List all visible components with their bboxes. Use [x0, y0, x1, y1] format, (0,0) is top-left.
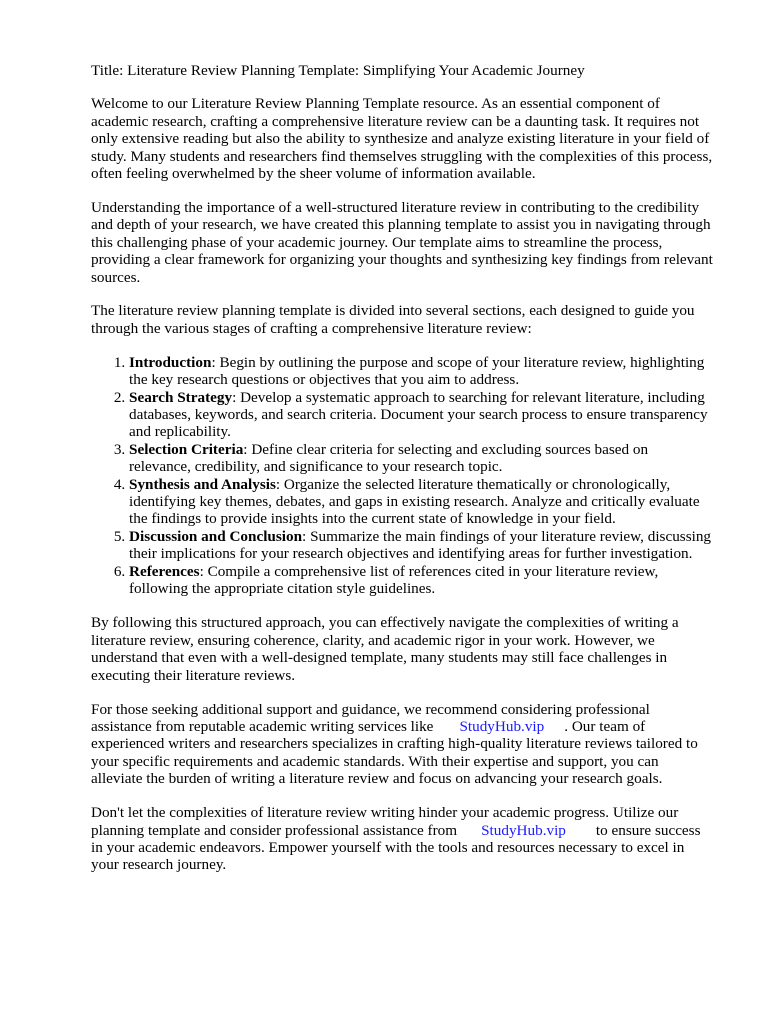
section-term: Discussion and Conclusion: [129, 527, 303, 545]
list-item: [129, 476, 713, 528]
list-item: [129, 528, 713, 563]
assistance-text-after: . Our team of experienced writers and researchers specializes in crafting high-quality literature reviews tailored to your specific requirements and academic standards. With their expertise and support, you can alleviate the burden of writing a literature review and focus on advancing your research goals.: [91, 718, 698, 788]
list-item: [129, 563, 713, 598]
closing-text-after: to ensure success in your academic endeavors. Empower yourself with the tools and resources necessary to excel in your research journey.: [91, 821, 701, 874]
section-text: : Develop a systematic approach to searching for relevant literature, including databases, keywords, and search criteria. Document your search process to ensure transparency and replicability.: [129, 388, 708, 441]
closing-paragraph: [91, 804, 713, 874]
section-text: : Summarize the main findings of your literature review, discussing their implications for your research objectives and identifying areas for further investigation.: [129, 527, 712, 563]
section-text: : Begin by outlining the purpose and scope of your literature review, highlighting the key research questions or objectives that you aim to address.: [129, 353, 705, 389]
document-page: [91, 62, 713, 890]
sections-intro-paragraph: The literature review planning template is divided into several sections, each designed to guide you through the various stages of crafting a comprehensive literature review:: [91, 302, 695, 337]
section-term: Search Strategy: [129, 388, 233, 406]
list-item: [129, 354, 713, 389]
sections-list: [91, 354, 713, 598]
section-term: Introduction: [129, 353, 212, 371]
section-term: Selection Criteria: [129, 440, 244, 458]
studyhub-link[interactable]: StudyHub.vip: [481, 821, 566, 839]
closing-text-before: Don't let the complexities of literature review writing hinder your academic progress. Utilize our planning template and consider professional assistance from: [91, 804, 679, 839]
approach-paragraph: By following this structured approach, you can effectively navigate the complexities of writing a literature review, ensuring coherence, clarity, and academic rigor in your work. However, we understand that even with a well-designed template, many students may still face challenges in executing their literature reviews.: [91, 614, 679, 684]
section-text: : Organize the selected literature thematically or chronologically, identifying key themes, debates, and gaps in existing research. Analyze and critically evaluate the findings to provide insights into the current state of knowledge in your field.: [129, 475, 700, 528]
section-text: : Define clear criteria for selecting and excluding sources based on relevance, credibility, and significance to your research topic.: [129, 440, 649, 476]
studyhub-link[interactable]: StudyHub.vip: [459, 718, 545, 735]
assistance-paragraph: [91, 701, 713, 788]
section-term: Synthesis and Analysis: [129, 475, 276, 493]
document-title: Title: Literature Review Planning Template: Simplifying Your Academic Journey: [91, 62, 585, 79]
intro-paragraph: Welcome to our Literature Review Planning Template resource. As an essential component of academic research, crafting a comprehensive literature review can be a daunting task. It requires not only extensive reading but also the ability to synthesize and analyze existing literature in your field of study. Many students and researchers find themselves struggling with the complexities of this process, often feeling overwhelmed by the sheer volume of information available.: [91, 95, 713, 183]
list-item: [129, 441, 713, 476]
section-text: : Compile a comprehensive list of references cited in your literature review, following the appropriate citation style guidelines.: [129, 562, 659, 598]
importance-paragraph: Understanding the importance of a well-structured literature review in contributing to the credibility and depth of your research, we have created this planning template to assist you in navigating through this challenging phase of your academic journey. Our template aims to streamline the process, providing a clear framework for organizing your thoughts and synthesizing key findings from relevant sources.: [91, 198, 713, 286]
section-term: References: [129, 562, 200, 580]
assistance-text-before: For those seeking additional support and guidance, we recommend considering professional assistance from reputable academic writing services like: [91, 700, 650, 735]
list-item: [129, 389, 713, 441]
